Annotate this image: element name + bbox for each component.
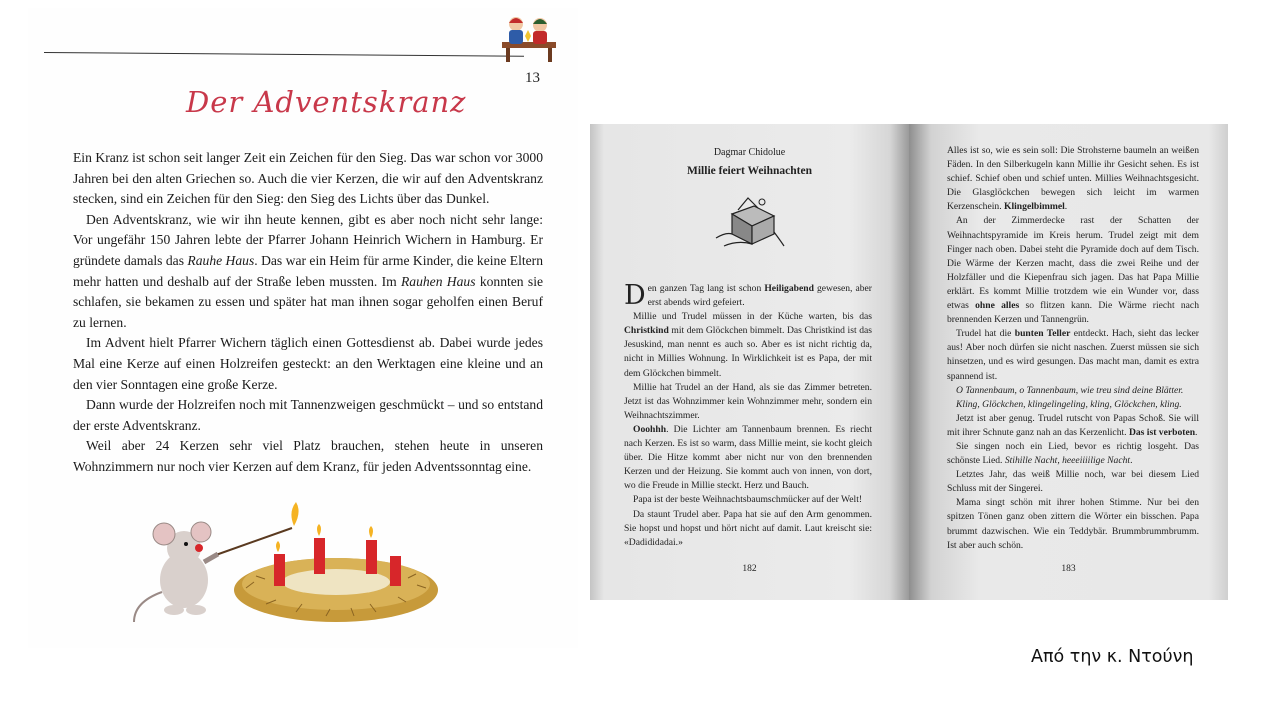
paragraph <box>947 398 1199 412</box>
bold-text: ohne alles <box>975 300 1020 312</box>
bold-text: Ooohhh <box>633 423 667 435</box>
text-run: Den Adventskranz, wie wir ihn heute kennen, gibt es aber noch nicht sehr lange: Vor ungefähr 150 Jahren lebte der Pfarrer Johann Heinrich Wichern in Hamburg. Er gründete damals das <box>73 211 543 268</box>
book-page-182 <box>590 124 909 600</box>
scanned-book-spread <box>590 124 1228 600</box>
drop-cap: D <box>624 280 646 311</box>
page-number: 183 <box>1061 564 1076 574</box>
text-run: entdeckt. Hach, sieht das lecker aus! Aber noch dürfen sie nicht naschen. Zuerst müssen sie sich hinsetzen, und es wird gesungen. Das macht man, damit es extra spannend ist. <box>947 328 1199 382</box>
text-run: Millie und Trudel müssen in der Küche warten, bis das <box>633 311 872 323</box>
paragraph <box>947 496 1199 552</box>
text-run: mit dem Glöckchen bimmelt. Das Christkind ist das Jesuskind, man nennt es auch so. Aber es ist nicht richtig da, nicht in Millies Wohnung. In Wirklichkeit ist es Papa, der mit dem Glöckchen bimmelt. <box>624 325 872 379</box>
paragraph <box>73 148 543 210</box>
paragraph <box>73 210 543 334</box>
paragraph <box>947 468 1199 496</box>
text-run: Dann wurde der Holzreifen noch mit Tannenzweigen geschmückt – und so entstand der erste Adventskranz. <box>73 397 543 433</box>
article-title: Der Adventskranz <box>186 85 467 119</box>
page-182-text <box>624 282 872 550</box>
story-author: Dagmar Chidolue <box>713 147 786 158</box>
paragraph <box>947 327 1199 383</box>
text-run: Im Advent hielt Pfarrer Wichern täglich einen Gottesdienst ab. Dabei wurde jedes Mal eine Kerze auf einen Holzreifen gesteckt: an den Werktagen eine kleine und an den vier Sonntagen eine große Kerze. <box>73 335 543 392</box>
italic-text: Rauhen Haus <box>400 273 476 289</box>
text-run: Alles ist so, wie es sein soll: Die Strohsterne baumeln an weißen Fäden. In den Silberkugeln kann Millie ihr Gesicht sehen. Es ist schief. Schief oben und schief unten. Millies Weihnachtsgesicht. Die Glasglöckchen bewegen sich leicht im warmen Kerzenschein. <box>947 145 1199 213</box>
text-run: Ein Kranz ist schon seit langer Zeit ein Zeichen für den Sieg. Das war schon vor 3000 Jahren bei den alten Griechen so. Auch die vier Kerzen, die wir auf den Adventskranz stecken, sind ein Zeichen für den Sieg: den Sieg des Lichts über das Dunkel. <box>73 150 543 207</box>
text-run: konnten sie schlafen, sie bekamen zu essen und später hat man ihnen sogar geholfen einen Beruf zu lernen. <box>73 273 544 330</box>
paragraph <box>624 423 872 493</box>
story-title: Millie feiert Weihnachten <box>687 165 812 177</box>
children-illustration <box>498 12 560 66</box>
paragraph <box>73 395 543 436</box>
paragraph <box>624 310 872 380</box>
paragraph <box>624 508 872 550</box>
italic-text: Stihille Nacht, heeeiiiilige Nacht <box>1004 455 1131 467</box>
text-run: An der Zimmerdecke rast der Schatten der Weihnachtspyramide im Kreis herum. Trudel zeigt mit dem Finger nach oben. Dabei steht die Pyramide doch auf dem Tisch. Die Wärme der Kerzen macht, dass die zwei Reihe und der Holzfäller und die Kiepenfrau sich jagen. Das hat Papa Millie erklärt. Es kommt Millie trotzdem wie ein Wunder vor, dass etwas <box>947 215 1199 312</box>
paragraph <box>947 144 1199 214</box>
paragraph <box>624 381 872 423</box>
paragraph <box>73 436 543 477</box>
paragraph <box>624 493 872 507</box>
text-run: . Das war ein Heim für arme Kinder, die keine Eltern mehr hatten und deshalb auf der Straße leben mussten. Im <box>73 252 543 289</box>
text-run: Papa ist der beste Weihnachtsbaumschmücker auf der Welt! <box>633 494 863 506</box>
italic-text: O Tannenbaum, o Tannenbaum, wie treu sind deine Blätter. <box>956 384 1184 396</box>
bold-text: bunten Teller <box>1014 328 1071 340</box>
text-run: Sie singen noch ein Lied, bevor es richtig losgeht. Das schönste Lied. <box>947 440 1199 467</box>
italic-text: Rauhe Haus <box>187 252 255 268</box>
header-rule <box>44 52 524 57</box>
text-run: . Die Lichter am Tannenbaum brennen. Es riecht nach Kerzen. Es ist so warm, dass Millie meint, sie kocht gleich über. Die Hitze kommt aber nicht nur von den brennenden Kerzen und der Heizung. Sie kommt auch von innen, von dort, wo die Freude in Millie steckt. Herz und Bauch. <box>624 423 872 492</box>
text-run: gewesen, aber erst abends wird gefeiert. <box>647 283 872 309</box>
credit-caption: Από την κ. Ντούνη <box>1031 647 1194 667</box>
bold-text: Klingelbimmel <box>1004 201 1065 213</box>
italic-text: Kling, Glöckchen, klingelingeling, kling, Glöckchen, kling. <box>956 398 1182 410</box>
bold-text: Das ist verboten <box>1128 426 1196 438</box>
book-page-183 <box>909 124 1228 600</box>
paragraph <box>624 282 872 310</box>
text-run: . <box>1064 201 1068 213</box>
text-run: Weil aber 24 Kerzen sehr viel Platz brauchen, stehen heute in unseren Wohnzimmern nur noch vier Kerzen auf dem Kranz, für jeden Adventssonntag eine. <box>73 438 543 474</box>
article-body <box>73 148 543 478</box>
page-number: 182 <box>742 564 757 574</box>
text-run: . <box>1195 426 1198 438</box>
text-run: so flitzen kann. Die Wärme riecht nach brennenden Kerzen und Tannengrün. <box>947 300 1199 326</box>
paragraph <box>947 412 1199 440</box>
paragraph <box>73 333 543 395</box>
text-run: Da staunt Trudel aber. Papa hat sie auf den Arm genommen. Sie hopst und hopst und hört nicht auf damit. Laut kreischt sie: «Dadididadai.» <box>624 508 872 548</box>
text-run: . <box>1130 455 1133 467</box>
text-run: Mama singt schön mit ihrer hohen Stimme. Nur bei den spitzen Tönen ganz oben zittern die Wörter ein bisschen. Papa brummt dazwischen. Wie ein Teddybär. Brummbrummbrumm. Ist aber auch schön. <box>947 497 1199 551</box>
text-run: en ganzen Tag lang ist schon <box>647 283 765 294</box>
bold-text: Heiligabend <box>764 283 814 294</box>
left-book-page <box>28 8 578 648</box>
text-run: Letztes Jahr, das weiß Millie noch, war bei diesem Lied Schluss mit der Singerei. <box>947 469 1199 495</box>
page-number: 13 <box>525 70 540 86</box>
paragraph <box>947 214 1199 327</box>
paragraph <box>947 384 1199 398</box>
text-run: Millie hat Trudel an der Hand, als sie das Zimmer betreten. Jetzt ist das Wohnzimmer kein Wohnzimmer mehr, sondern ein Weihnachtszimmer. <box>624 381 872 421</box>
paragraph <box>947 440 1199 468</box>
bold-text: Christkind <box>624 325 669 337</box>
text-run: Jetzt ist aber genug. Trudel rutscht von Papas Schoß. Sie will mit ihrer Schnute ganz nah an das Kerzenlicht. <box>947 412 1199 438</box>
page-183-text <box>947 144 1199 553</box>
mouse-lighting-advent-wreath-illustration <box>126 492 446 632</box>
gift-box-sketch <box>714 194 786 250</box>
text-run: Trudel hat die <box>956 328 1015 340</box>
